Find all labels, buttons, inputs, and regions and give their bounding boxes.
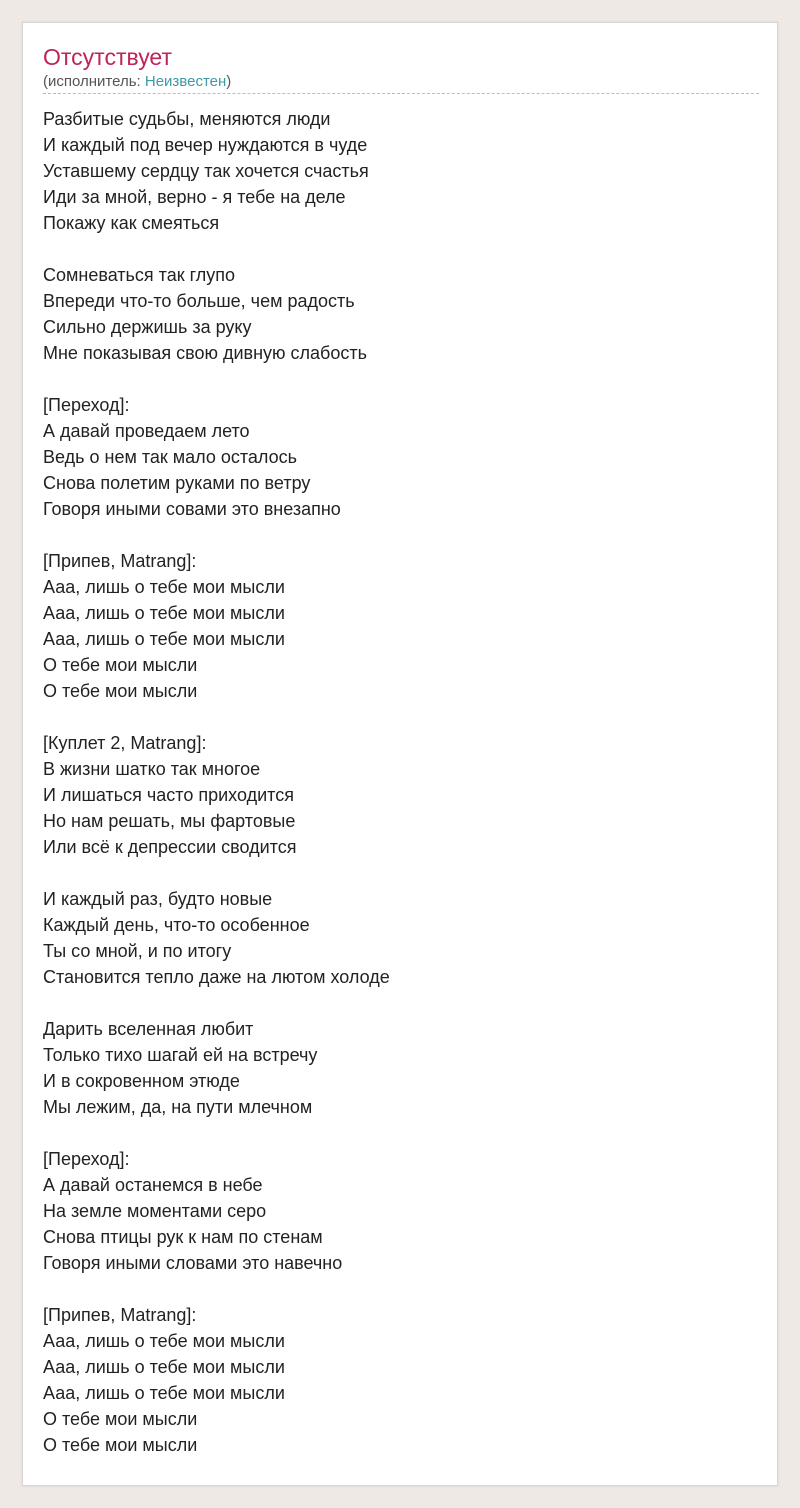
lyric-blank-line: [43, 860, 759, 886]
lyric-line: Ааа, лишь о тебе мои мысли: [43, 577, 285, 597]
lyric-line: И каждый под вечер нуждаются в чуде: [43, 135, 368, 155]
lyric-line: А давай проведаем лето: [43, 421, 250, 441]
lyric-line: Ты со мной, и по итогу: [43, 941, 232, 961]
artist-suffix: ): [226, 73, 232, 90]
lyric-line: Каждый день, что-то особенное: [43, 915, 310, 935]
lyric-blank-line: [43, 1276, 759, 1302]
lyric-line: О тебе мои мысли: [43, 681, 198, 701]
lyric-line: О тебе мои мысли: [43, 655, 198, 675]
lyric-line: Ааа, лишь о тебе мои мысли: [43, 1357, 285, 1377]
lyric-line: А давай останемся в небе: [43, 1175, 263, 1195]
lyric-line: О тебе мои мысли: [43, 1409, 198, 1429]
lyric-blank-line: [43, 236, 759, 262]
lyric-blank-line: [43, 704, 759, 730]
lyric-line: Сомневаться так глупо: [43, 265, 236, 285]
lyric-line: Становится тепло даже на лютом холоде: [43, 967, 390, 987]
lyric-line: И в сокровенном этюде: [43, 1071, 240, 1091]
lyric-line: Иди за мной, верно - я тебе на деле: [43, 187, 346, 207]
song-title: Отсутствует: [43, 44, 172, 70]
lyric-line: О тебе мои мысли: [43, 1435, 198, 1455]
lyrics-card: [22, 22, 778, 1486]
lyric-line: [Припев, Matrang]:: [43, 551, 197, 571]
artist-line: [43, 73, 759, 94]
lyric-line: Мне показывая свою дивную слабость: [43, 343, 367, 363]
lyric-line: Только тихо шагай ей на встречу: [43, 1045, 318, 1065]
lyric-line: [Куплет 2, Matrang]:: [43, 733, 207, 753]
lyric-line: И лишаться часто приходится: [43, 785, 294, 805]
lyric-line: Говоря иными совами это внезапно: [43, 499, 341, 519]
lyric-line: Ведь о нем так мало осталось: [43, 447, 298, 467]
lyric-line: На земле моментами серо: [43, 1201, 267, 1221]
lyric-line: Снова полетим руками по ветру: [43, 473, 311, 493]
lyric-line: Уставшему сердцу так хочется счастья: [43, 161, 369, 181]
lyric-line: Дарить вселенная любит: [43, 1019, 254, 1039]
lyric-blank-line: [43, 522, 759, 548]
lyric-line: [Припев, Matrang]:: [43, 1305, 197, 1325]
lyric-line: Снова птицы рук к нам по стенам: [43, 1227, 323, 1247]
lyric-line: В жизни шатко так многое: [43, 759, 261, 779]
artist-link[interactable]: Неизвестен: [144, 73, 227, 90]
lyric-line: И каждый раз, будто новые: [43, 889, 273, 909]
lyric-blank-line: [43, 1120, 759, 1146]
lyrics-text: [43, 106, 759, 1458]
lyric-line: Покажу как смеяться: [43, 213, 220, 233]
lyric-line: [Переход]:: [43, 395, 130, 415]
lyric-line: [Переход]:: [43, 1149, 130, 1169]
lyric-line: Ааа, лишь о тебе мои мысли: [43, 1383, 285, 1403]
lyric-line: Но нам решать, мы фартовые: [43, 811, 296, 831]
lyric-line: Или всё к депрессии сводится: [43, 837, 297, 857]
artist-prefix: (исполнитель:: [43, 73, 145, 90]
lyric-line: Впереди что-то больше, чем радость: [43, 291, 355, 311]
lyric-blank-line: [43, 366, 759, 392]
lyric-line: Ааа, лишь о тебе мои мысли: [43, 629, 285, 649]
lyric-line: Ааа, лишь о тебе мои мысли: [43, 1331, 285, 1351]
lyric-line: Сильно держишь за руку: [43, 317, 252, 337]
lyric-line: Разбитые судьбы, меняются люди: [43, 109, 331, 129]
lyric-line: Говоря иными словами это навечно: [43, 1253, 343, 1273]
lyric-line: Ааа, лишь о тебе мои мысли: [43, 603, 285, 623]
lyric-blank-line: [43, 990, 759, 1016]
lyric-line: Мы лежим, да, на пути млечном: [43, 1097, 313, 1117]
